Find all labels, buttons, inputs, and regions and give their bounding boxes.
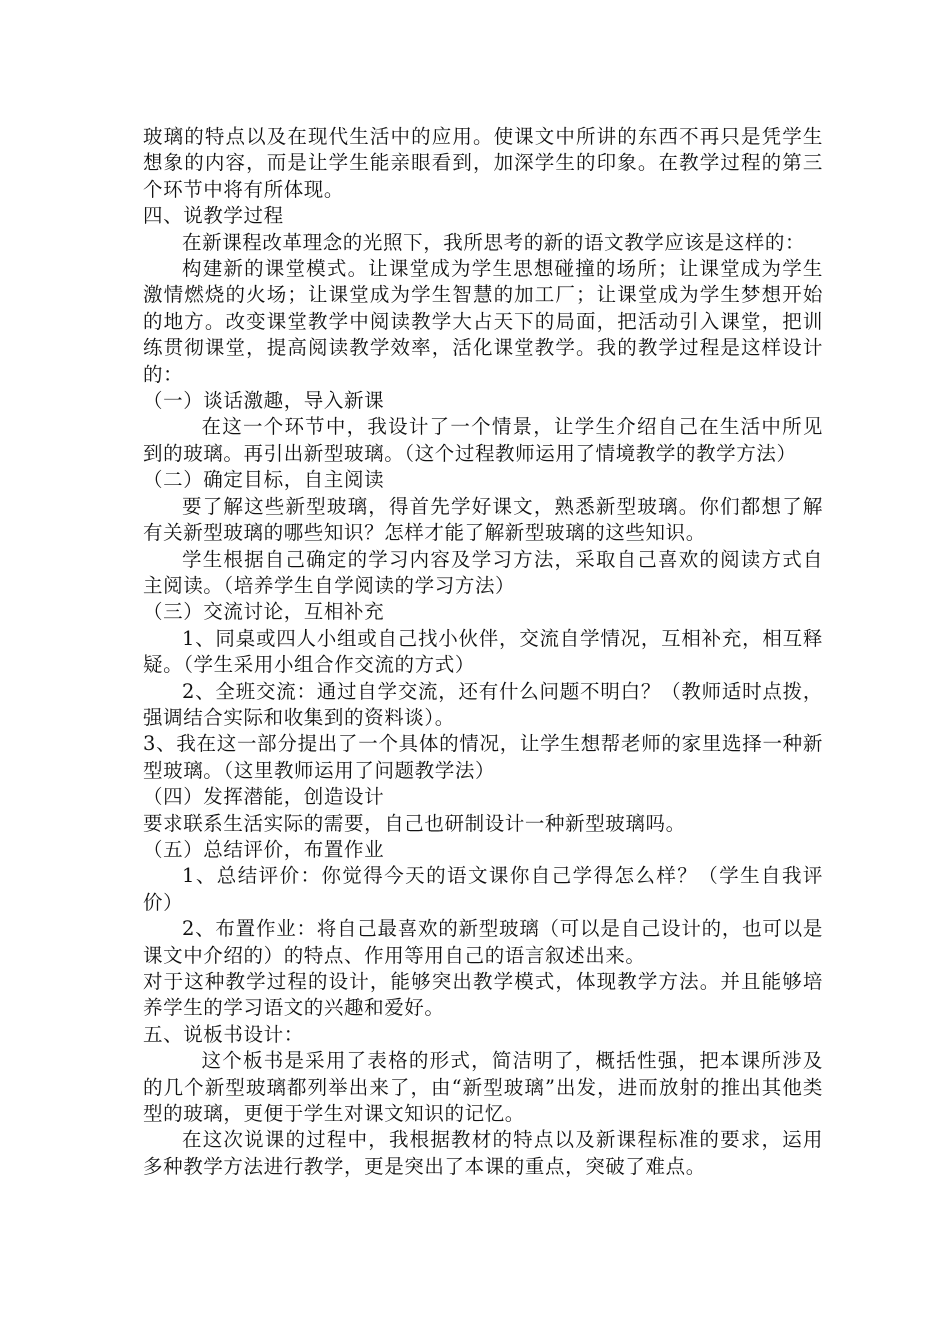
paragraph: 要了解这些新型玻璃，得首先学好课文，熟悉新型玻璃。你们都想了解有关新型玻璃的哪些知识？怎样才能了解新型玻璃的这些知识。 [143,494,823,545]
section-heading-teaching-process: 四、说教学过程 [143,204,284,228]
paragraph: 构建新的课堂模式。让课堂成为学生思想碰撞的场所；让课堂成为学生激情燃烧的火场；让课堂成为学生智慧的加工厂；让课堂成为学生梦想开始的地方。改变课堂教学中阅读教学大占天下的局面，把活动引入课堂，把训练贯彻课堂，提高阅读教学效率，活化课堂教学。我的教学过程是这样设计的： [143,257,823,386]
paragraph: 2、布置作业：将自己最喜欢的新型玻璃（可以是自己设计的，也可以是课文中介绍的）的特点、作用等用自己的语言叙述出来。 [143,917,823,967]
subheading-step-3: （三）交流讨论，互相补充 [143,600,385,624]
paragraph: 这个板书是采用了表格的形式，简洁明了，概括性强，把本课所涉及的几个新型玻璃都列举出来了，由“新型玻璃”出发，进而放射的推出其他类型的玻璃，更便于学生对课文知识的记忆。 [143,1049,823,1126]
paragraph: 在新课程改革理念的光照下，我所思考的新的语文教学应该是这样的： [182,230,806,254]
paragraph: 1、总结评价：你觉得今天的语文课你自己学得怎么样？（学生自我评价） [143,864,823,914]
paragraph: 要求联系生活实际的需要，自己也研制设计一种新型玻璃吗。 [143,811,686,835]
paragraph: 2、全班交流：通过自学交流，还有什么问题不明白？（教师适时点拨，强调结合实际和收集到的资料谈）。 [143,679,823,729]
paragraph: 在这次说课的过程中，我根据教材的特点以及新课程标准的要求，运用多种教学方法进行教学，更是突出了本课的重点，突破了难点。 [143,1128,823,1178]
subheading-step-5: （五）总结评价，布置作业 [143,837,385,861]
paragraph: 学生根据自己确定的学习内容及学习方法，采取自己喜欢的阅读方式自主阅读。（培养学生自学阅读的学习方法） [143,547,823,597]
paragraph: 1、同桌或四人小组或自己找小伙伴，交流自学情况，互相补充，相互释疑。（学生采用小组合作交流的方式） [143,626,823,677]
section-heading-board-design: 五、说板书设计： [143,1022,304,1046]
subheading-step-4: （四）发挥潜能，创造设计 [143,785,385,809]
paragraph: 在这一个环节中，我设计了一个情景，让学生介绍自己在生活中所见到的玻璃。再引出新型玻璃。（这个过程教师运用了情境教学的教学方法） [143,415,823,465]
paragraph: 对于这种教学过程的设计，能够突出教学模式，体现教学方法。并且能够培养学生的学习语文的兴趣和爱好。 [143,970,823,1020]
paragraph: 3、我在这一部分提出了一个具体的情况，让学生想帮老师的家里选择一种新型玻璃。（这里教师运用了问题教学法） [143,732,823,782]
subheading-step-1: （一）谈话激趣，导入新课 [143,389,385,413]
document-body [143,124,823,1180]
paragraph: 玻璃的特点以及在现代生活中的应用。使课文中所讲的东西不再只是凭学生想象的内容，而是让学生能亲眼看到，加深学生的印象。在教学过程的第三个环节中将有所体现。 [143,125,823,201]
subheading-step-2: （二）确定目标，自主阅读 [143,468,385,492]
